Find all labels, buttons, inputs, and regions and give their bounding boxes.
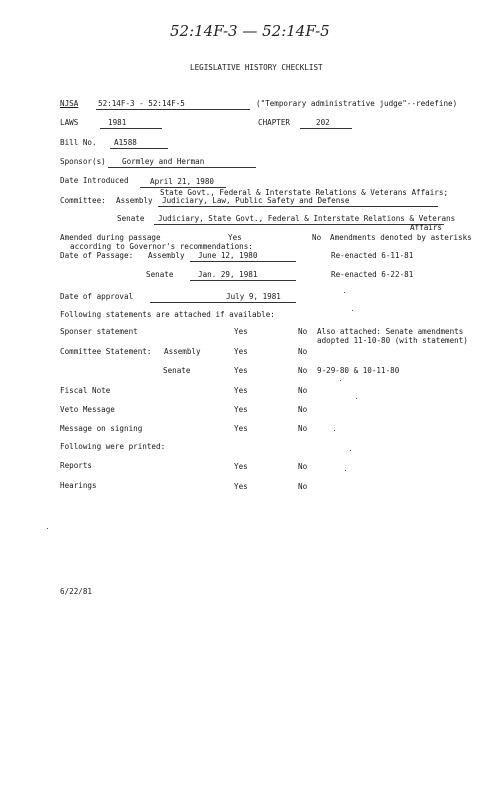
signing-message-yes: Yes (234, 424, 248, 433)
chapter-underline (300, 128, 352, 129)
laws-label: LAWS (60, 118, 79, 127)
committee-assembly-line1: State Govt., Federal & Interstate Relations & Veterans Affairs; (160, 188, 449, 197)
passage-senate-underline (190, 280, 296, 281)
committee-assembly-line2: Judiciary, Law, Public Safety and Defense (162, 196, 350, 205)
njsa-value: 52:14F-3 - 52:14F-5 (98, 99, 185, 108)
sponsor-statement-note2: adopted 11-10-80 (with statement) (317, 336, 468, 345)
passage-senate-reenacted: Re-enacted 6-22-81 (331, 270, 414, 279)
committee-statement-senate-label: Senate (163, 366, 191, 375)
sponsor-underline (108, 167, 256, 168)
committee-statement-label: Committee Statement: (60, 347, 152, 356)
sponsor-label: Sponsor(s) (60, 157, 106, 166)
committee-assembly-underline (158, 206, 438, 207)
scan-speck (356, 398, 357, 399)
hearings-label: Hearings (60, 481, 97, 490)
amended-sub: according to Governor's recommendations: (70, 242, 253, 251)
committee-senate-label: Senate (117, 214, 145, 223)
approval-underline (150, 302, 296, 303)
sponsor-statement-note1: Also attached: Senate amendments (317, 327, 464, 336)
reports-yes: Yes (234, 462, 248, 471)
bill-value: A1588 (114, 138, 137, 147)
chapter-value: 202 (316, 118, 330, 127)
bill-underline (110, 148, 168, 149)
veto-message-label: Veto Message (60, 405, 115, 414)
njsa-label: NJSA (60, 99, 79, 108)
sponsor-statement-yes: Yes (234, 327, 248, 336)
date-introduced-label: Date Introduced (60, 176, 129, 185)
veto-message-yes: Yes (234, 405, 248, 414)
chapter-label: CHAPTER (258, 118, 291, 127)
fiscal-note-no: No (298, 386, 308, 395)
committee-statement-senate-note: 9-29-80 & 10-11-80 (317, 366, 400, 375)
amended-note: Amendments denoted by asterisks (330, 233, 472, 242)
scan-speck (334, 430, 335, 431)
document-title: LEGISLATIVE HISTORY CHECKLIST (190, 63, 323, 72)
signing-message-no: No (298, 424, 308, 433)
veto-message-no: No (298, 405, 308, 414)
passage-senate-value: Jan. 29, 1981 (198, 270, 258, 279)
passage-assembly-label: Assembly (148, 251, 185, 260)
fiscal-note-label: Fiscal Note (60, 386, 111, 395)
committee-senate-line1: Judiciary, State Govt., Federal & Interstate Relations & Veterans (158, 214, 456, 223)
scan-speck (345, 470, 346, 471)
njsa-note: ("Temporary administrative judge"--redefine) (256, 99, 458, 108)
sponsor-value: Gormley and Herman (122, 157, 205, 166)
passage-assembly-underline (190, 261, 296, 262)
amended-no: No (312, 233, 322, 242)
handwritten-header: 52:14F-3 — 52:14F-5 (170, 22, 330, 40)
laws-underline (100, 128, 162, 129)
scan-speck (352, 310, 353, 311)
fiscal-note-yes: Yes (234, 386, 248, 395)
hearings-no: No (298, 482, 308, 491)
passage-assembly-value: June 12, 1980 (198, 251, 258, 260)
footer-date: 6/22/81 (60, 587, 93, 596)
njsa-underline (96, 109, 250, 110)
approval-value: July 9, 1981 (226, 292, 281, 301)
sponsor-statement-label: Sponser statement (60, 327, 138, 336)
committee-label: Committee: (60, 196, 106, 205)
statements-heading: Following statements are attached if available: (60, 310, 275, 319)
committee-statement-senate-yes: Yes (234, 366, 248, 375)
committee-senate-line2: Affairs (410, 223, 443, 232)
scan-speck (47, 528, 48, 529)
bill-label: Bill No. (60, 138, 97, 147)
scan-speck (344, 292, 345, 293)
reports-no: No (298, 462, 308, 471)
approval-label: Date of approval (60, 292, 134, 301)
passage-senate-label: Senate (146, 270, 174, 279)
scan-speck (350, 450, 351, 451)
committee-statement-assembly-no: No (298, 347, 308, 356)
printed-heading: Following were printed: (60, 442, 166, 451)
sponsor-statement-no: No (298, 327, 308, 336)
amended-yes: Yes (228, 233, 242, 242)
committee-senate-underline (154, 224, 444, 225)
committee-statement-assembly-label: Assembly (164, 347, 201, 356)
laws-value: 1981 (108, 118, 127, 127)
passage-label: Date of Passage: (60, 251, 134, 260)
committee-statement-assembly-yes: Yes (234, 347, 248, 356)
passage-assembly-reenacted: Re-enacted 6-11-81 (331, 251, 414, 260)
scan-speck (340, 380, 341, 381)
amended-label: Amended during passage (60, 233, 161, 242)
reports-label: Reports (60, 461, 93, 470)
hearings-yes: Yes (234, 482, 248, 491)
signing-message-label: Message on signing (60, 424, 143, 433)
committee-statement-senate-no: No (298, 366, 308, 375)
committee-assembly-label: Assembly (116, 196, 153, 205)
date-introduced-value: April 21, 1980 (150, 177, 215, 186)
